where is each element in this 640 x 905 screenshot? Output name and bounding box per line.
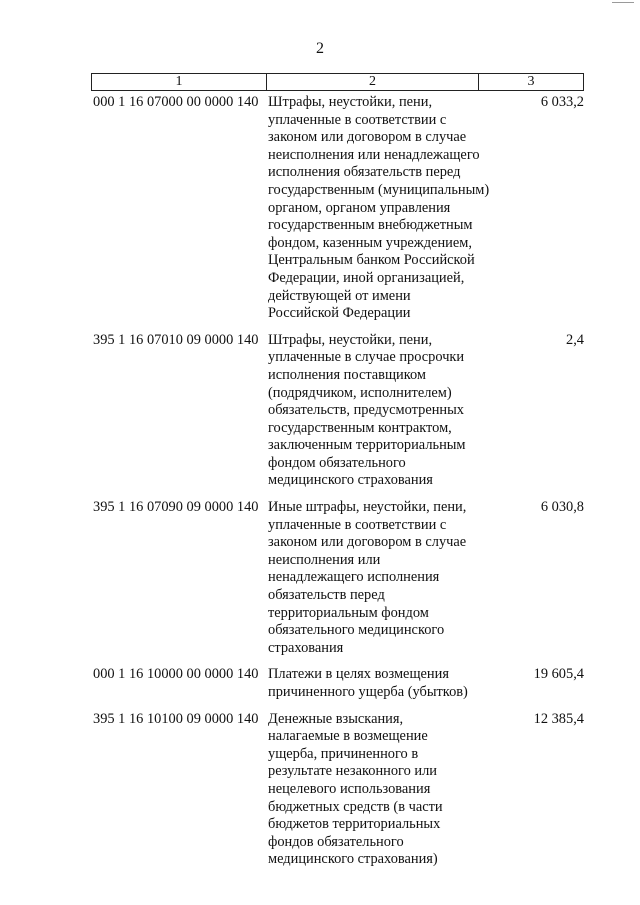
page-number: 2 — [316, 40, 324, 57]
revenue-description — [266, 711, 478, 869]
table-row — [91, 499, 584, 657]
scan-corner-mark — [612, 2, 634, 9]
revenue-description — [266, 94, 490, 323]
description-line: фондом обязательного — [268, 454, 406, 471]
description-line: органом, органом управления — [268, 199, 451, 216]
budget-classification-code: 000 1 16 07000 00 0000 140 — [93, 94, 259, 110]
description-line: исполнения обязательств перед — [268, 164, 461, 181]
description-line: (подрядчиком, исполнителем) — [268, 384, 452, 401]
description-line: бюджетных средств (в части — [268, 798, 443, 815]
revenue-description — [266, 332, 478, 490]
description-line: ущерба, причиненного в — [268, 745, 419, 762]
description-line: законом или договором в случае — [268, 534, 467, 551]
description-line: фондов обязательного — [268, 833, 404, 850]
description-line: Денежные взыскания, — [268, 710, 404, 727]
revenue-description — [266, 499, 478, 657]
column-header-1: 1 — [92, 74, 267, 90]
description-line: обязательств перед — [268, 587, 385, 604]
amount-value: 19 605,4 — [533, 666, 584, 683]
description-line: обязательств, предусмотренных — [268, 402, 464, 419]
table-header — [91, 73, 584, 91]
amount-value: 2,4 — [566, 331, 584, 348]
table-body — [91, 94, 584, 878]
column-header-2: 2 — [267, 74, 479, 90]
description-line: Платежи в целях возмещения — [268, 666, 449, 683]
description-line: Иные штрафы, неустойки, пени, — [268, 499, 467, 516]
description-line: страхования — [268, 639, 344, 656]
description-line: медицинского страхования) — [268, 851, 438, 868]
description-line: причиненного ущерба (убытков) — [268, 684, 468, 700]
description-line: уплаченные в соответствии с — [268, 111, 447, 128]
description-line: фондом, казенным учреждением, — [268, 234, 472, 251]
description-line: территориальным фондом — [268, 604, 429, 621]
budget-classification-code: 395 1 16 10100 09 0000 140 — [93, 710, 259, 727]
description-line: Центральным банком Российской — [268, 252, 475, 269]
budget-classification-code: 000 1 16 10000 00 0000 140 — [93, 666, 259, 683]
table-row — [91, 666, 584, 701]
amount-value: 12 385,4 — [533, 710, 584, 727]
description-line: нецелевого использования — [268, 780, 431, 797]
description-line: неисполнения или ненадлежащего — [268, 146, 480, 163]
description-line: уплаченные в соответствии с — [268, 516, 447, 533]
description-line: ненадлежащего исполнения — [268, 569, 440, 586]
description-line: обязательного медицинского — [268, 622, 445, 639]
description-line: неисполнения или — [268, 551, 381, 568]
description-line: заключенным территориальным — [268, 437, 466, 454]
description-line: результате незаконного или — [268, 763, 437, 780]
description-line: медицинского страхования — [268, 472, 433, 489]
description-line: налагаемые в возмещение — [268, 728, 428, 745]
description-line: государственным (муниципальным) — [268, 181, 490, 198]
description-line: государственным внебюджетным — [268, 217, 473, 234]
table-row — [91, 332, 584, 490]
description-line: Штрафы, неустойки, пени, — [268, 331, 433, 348]
column-header-3: 3 — [527, 74, 535, 89]
description-line: бюджетов территориальных — [268, 816, 441, 833]
description-line: Федерации, иной организацией, — [268, 269, 465, 286]
description-line: уплаченные в случае просрочки — [268, 349, 465, 366]
table-row — [91, 94, 584, 323]
revenue-description — [266, 666, 478, 701]
description-line: государственным контрактом, — [268, 419, 452, 436]
description-line: исполнения поставщиком — [268, 366, 427, 383]
description-line: Российской Федерации — [268, 305, 411, 322]
amount-value: 6 033,2 — [540, 94, 584, 110]
table-row — [91, 711, 584, 869]
budget-classification-code: 395 1 16 07090 09 0000 140 — [93, 499, 259, 516]
description-line: законом или договором в случае — [268, 129, 467, 146]
description-line: действующей от имени — [268, 287, 411, 304]
budget-classification-code: 395 1 16 07010 09 0000 140 — [93, 331, 259, 348]
description-line: Штрафы, неустойки, пени, — [268, 94, 433, 110]
amount-value: 6 030,8 — [540, 499, 584, 516]
